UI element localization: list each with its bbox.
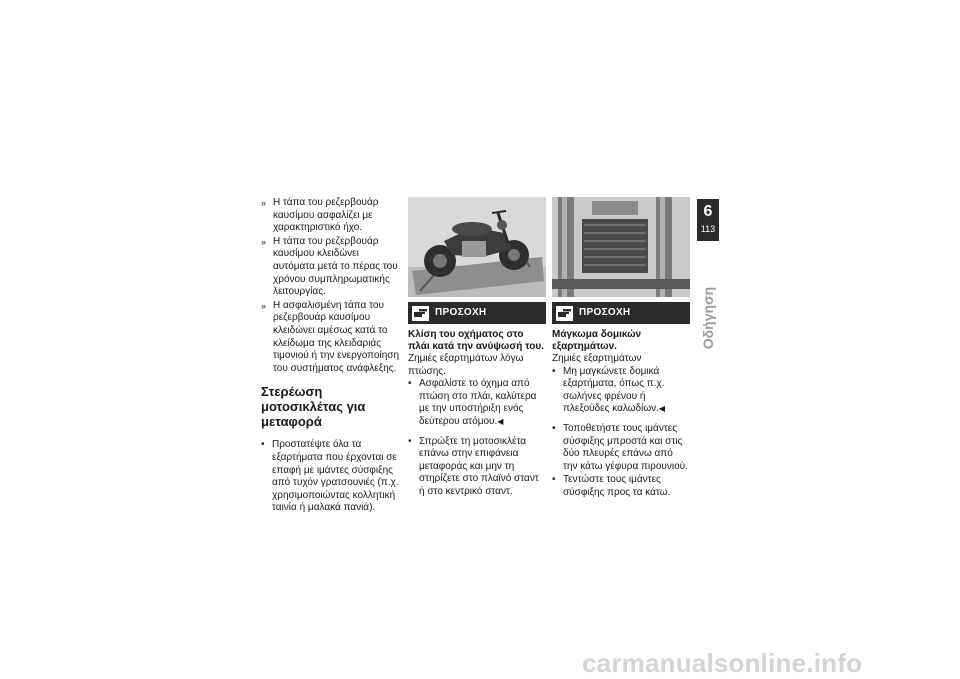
watermark: carmanualsonline.info	[582, 648, 863, 678]
chapter-side-label: Οδήγηση	[700, 286, 716, 350]
motorcycle-on-trailer-photo	[408, 197, 546, 297]
caution-bar	[408, 302, 546, 324]
end-mark-icon: ◀	[658, 404, 666, 414]
bullet-item-text: Προστατέψτε όλα τα εξαρτήματα που έρχονται σε επαφή με ιμάντες σύσφιξης από τυχόν γρατσουνιές (π.χ. χρησιμοποιώντας κολλητική ταινία ή μαλακά πανιά).	[272, 439, 399, 514]
caution-hand-icon	[556, 306, 573, 321]
chapter-number: 6	[703, 203, 713, 220]
arrow-item-text: Η τάπα του ρεζερβουάρ καυσίμου ασφαλίζει με χαρακτηριστικό ήχο.	[273, 197, 379, 234]
arrow-item	[261, 300, 401, 376]
end-mark-icon: ◀	[497, 416, 504, 426]
caution-label: ΠΡΟΣΟΧΗ	[579, 306, 631, 318]
caution-hand-icon	[412, 306, 429, 321]
bullet-item	[552, 366, 690, 416]
chapter-tab	[697, 199, 719, 241]
arrow-item	[261, 236, 401, 299]
bullet-item-text: Ασφαλίστε το όχημα από πτώση στο πλάι, καλύτερα με την υποστήριξη ενός δεύτερου ατόμου.	[419, 378, 537, 427]
bullet-icon: •	[552, 365, 556, 377]
bullet-item-text: Τοποθετήστε τους ιμάντες σύσφιξης μπροστά και στις δύο πλευρές επάνω από την κάτω γέφυρα πιρουνιού.	[563, 422, 688, 472]
text-column-1	[261, 197, 401, 522]
bullet-item	[552, 474, 690, 499]
bullet-item	[552, 423, 690, 473]
arrow-item-text: Η ασφαλισμένη τάπα του ρεζερβουάρ καυσίμου κλειδώνει αμέσως κατά το κλείδωμα της κλειδαριάς τιμονιού ή την ενεργοποίηση του συστήματος ανάφλεξης.	[273, 299, 400, 374]
bullet-icon: •	[408, 435, 412, 447]
bullet-icon: •	[552, 422, 556, 434]
arrow-icon: »	[261, 198, 267, 208]
bullet-icon: •	[261, 439, 265, 451]
warning-description: Ζημιές εξαρτημάτων	[552, 353, 642, 364]
bullet-item	[261, 439, 401, 515]
bullet-item	[408, 378, 546, 428]
text-column-3	[552, 197, 690, 507]
bullet-item-text: Τεντώστε τους ιμάντες σύσφιξης προς τα κάτω.	[563, 474, 671, 498]
bullet-item-text: Μη μαγκώνετε δομικά εξαρτήματα, όπως π.χ. σωλήνες φρένου ή πλεξούδες καλωδίων.	[563, 365, 665, 415]
arrow-item	[261, 197, 401, 235]
text-column-2	[408, 197, 546, 506]
bullet-item	[408, 436, 546, 499]
section-title: Στερέωση μοτοσικλέτας για μεταφορά	[261, 384, 366, 430]
fork-bridge-photo	[552, 197, 690, 297]
bullet-icon: •	[408, 378, 412, 390]
caution-bar	[552, 302, 690, 324]
arrow-icon: »	[261, 236, 267, 247]
page-number: 113	[700, 224, 716, 234]
arrow-item-text: Η τάπα του ρεζερβουάρ καυσίμου κλειδώνει αυτόματα μετά το πέρας του χρόνου συμπληρωματικής λειτουργίας.	[273, 235, 398, 298]
warning-title: Κλίση του οχήματος στο πλάι κατά την ανύψωσή του.	[408, 329, 544, 352]
warning-description: Ζημιές εξαρτημάτων λόγω πτώσης.	[408, 353, 524, 377]
bullet-item-text: Σπρώξτε τη μοτοσικλέτα επάνω στην επιφάνεια μεταφοράς και μην τη στηρίζετε στο πλαϊνό σταντ ή στο κεντρικό σταντ.	[419, 435, 539, 497]
warning-title: Μάγκωμα δομικών εξαρτημάτων.	[552, 329, 642, 352]
caution-label: ΠΡΟΣΟΧΗ	[435, 306, 487, 318]
arrow-icon: »	[261, 300, 267, 311]
bullet-icon: •	[552, 474, 556, 486]
